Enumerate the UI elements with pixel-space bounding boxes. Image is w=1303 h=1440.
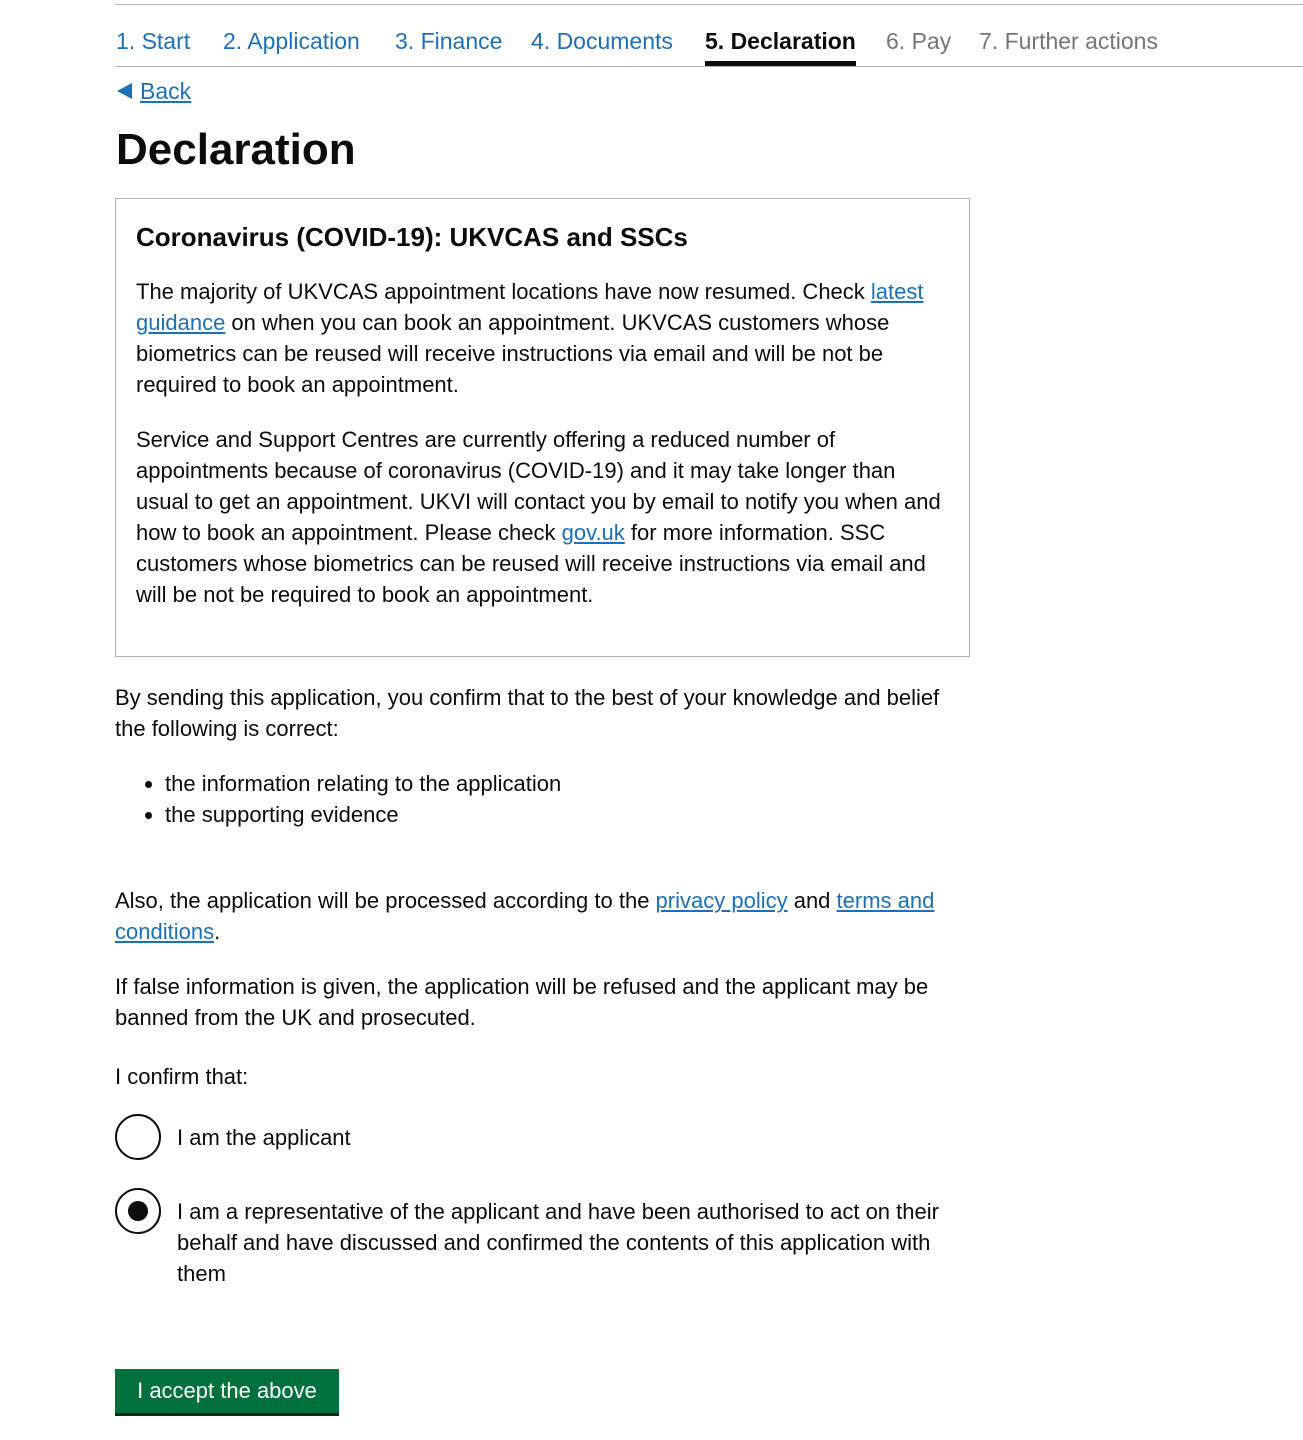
back-link[interactable] bbox=[117, 76, 191, 106]
list-item: • the information relating to the application bbox=[165, 768, 561, 799]
step-pay: 6. Pay bbox=[886, 28, 952, 54]
covid-p2-text-start: Service and Support Centres are currently offering a reduced number of appointments because of coronavirus (COVID-19) and it may take longer than usual to get an appointment. UKVI will contact you by email to notify you when and how to book an appointment. Please check bbox=[136, 427, 941, 545]
back-arrow-icon bbox=[117, 83, 132, 99]
latest-guidance-link[interactable]: latest guidance bbox=[136, 279, 924, 335]
step-declaration: 5. Declaration bbox=[705, 22, 856, 66]
privacy-text-mid: and bbox=[787, 888, 837, 913]
privacy-text-start: Also, the application will be processed according to the bbox=[115, 888, 656, 913]
radio-button-unchecked[interactable] bbox=[115, 1114, 161, 1160]
back-link-label: Back bbox=[140, 78, 192, 104]
radio-label-representative[interactable]: I am a representative of the applicant and have been authorised to act on their behalf and have discussed and confirmed the contents of this application with them bbox=[177, 1199, 939, 1286]
step-start[interactable]: 1. Start bbox=[116, 28, 191, 54]
confirm-label: I confirm that: bbox=[115, 1064, 249, 1089]
covid-p1-text-end: on when you can book an appointment. UKVCAS customers whose biometrics can be reused will receive instructions via email and will be not be required to book an appointment. bbox=[136, 310, 890, 397]
list-item: • the supporting evidence bbox=[165, 799, 561, 830]
radio-label-applicant[interactable]: I am the applicant bbox=[177, 1125, 351, 1150]
false-information-warning: If false information is given, the application will be refused and the applicant may be banned from the UK and prosecuted. bbox=[115, 974, 929, 1030]
radio-button-checked[interactable] bbox=[115, 1188, 161, 1234]
declaration-bullet-list bbox=[115, 768, 561, 830]
covid-notice bbox=[115, 198, 970, 657]
gov-uk-link[interactable]: gov.uk bbox=[561, 520, 625, 545]
top-border bbox=[115, 4, 1303, 5]
privacy-policy-link[interactable]: privacy policy bbox=[655, 888, 788, 913]
covid-notice-paragraph-1 bbox=[136, 276, 949, 400]
privacy-terms-statement bbox=[115, 885, 975, 947]
radio-selected-dot bbox=[128, 1201, 148, 1221]
step-finance[interactable]: 3. Finance bbox=[395, 28, 503, 54]
covid-notice-heading: Coronavirus (COVID-19): UKVCAS and SSCs bbox=[136, 222, 688, 252]
step-documents[interactable]: 4. Documents bbox=[531, 28, 673, 54]
privacy-text-end: . bbox=[214, 919, 221, 944]
covid-p2-text-end: for more information. SSC customers whose biometrics can be reused will receive instructions via email and will be not be required to book an appointment. bbox=[136, 520, 926, 607]
covid-notice-paragraph-2 bbox=[136, 424, 949, 610]
declaration-intro: By sending this application, you confirm that to the best of your knowledge and belief the following is correct: bbox=[115, 685, 940, 741]
page-title: Declaration bbox=[116, 125, 356, 174]
progress-steps bbox=[115, 22, 1303, 67]
step-further-actions: 7. Further actions bbox=[979, 28, 1158, 54]
covid-p1-text-start: The majority of UKVCAS appointment locations have now resumed. Check bbox=[136, 279, 871, 304]
accept-button[interactable]: I accept the above bbox=[115, 1369, 339, 1413]
terms-and-conditions-link[interactable]: terms and conditions bbox=[115, 888, 935, 944]
step-application[interactable]: 2. Application bbox=[223, 28, 360, 54]
